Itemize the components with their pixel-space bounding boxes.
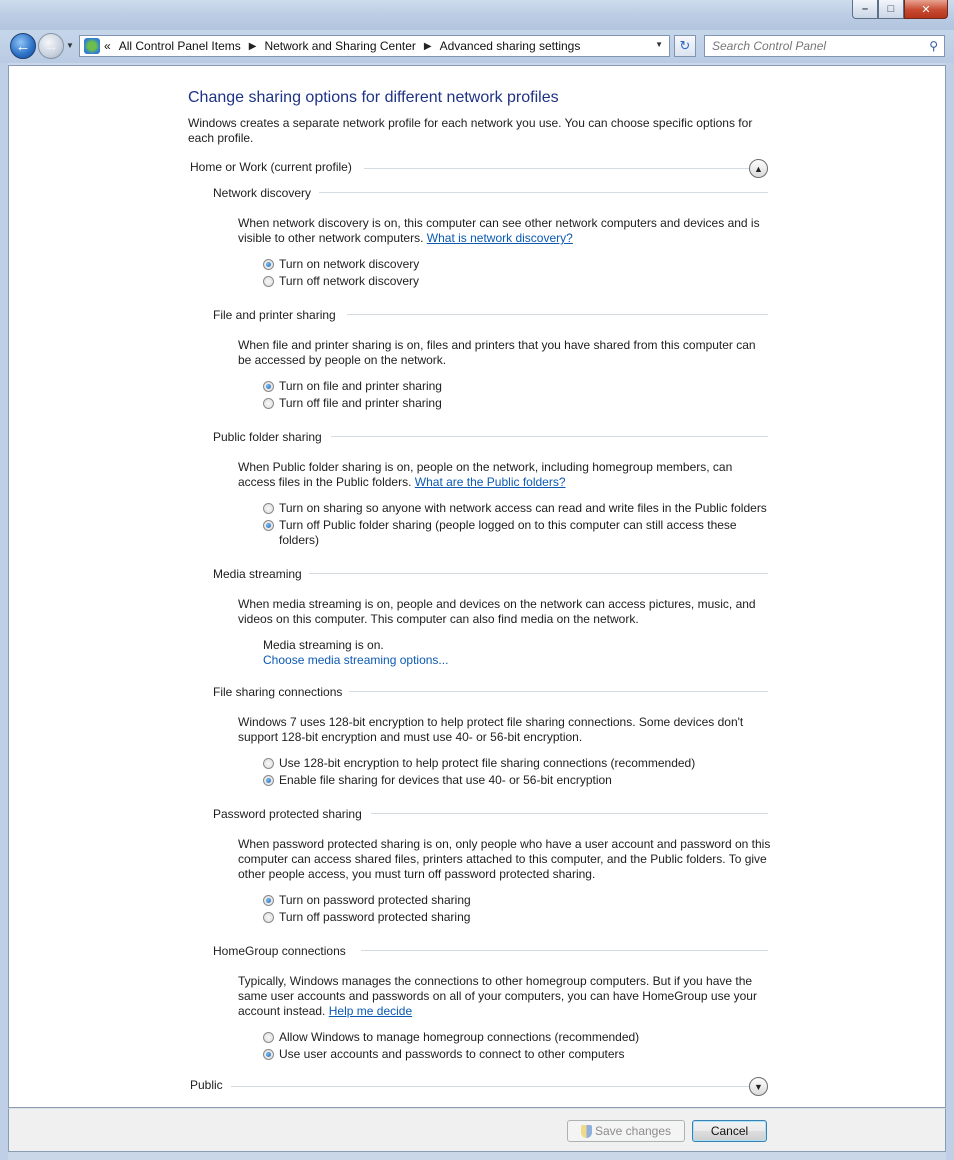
button-bar: [8, 1108, 946, 1152]
public-folder-desc-line1: When Public folder sharing is on, people on the network, including homegroup members, can: [238, 460, 733, 474]
close-button[interactable]: [904, 0, 948, 19]
profile-divider: [364, 168, 749, 169]
label-turn-off-network-discovery[interactable]: Turn off network discovery: [279, 274, 420, 288]
profile-home-work-header[interactable]: Home or Work (current profile): [190, 160, 352, 174]
homegroup-desc-line1: Typically, Windows manages the connections to other homegroup computers. But if you have the: [238, 974, 753, 988]
label-enable-40-56-bit[interactable]: Enable file sharing for devices that use 40- or 56-bit encryption: [279, 773, 612, 787]
homegroup-desc-line3: account instead. Help me decide: [238, 1004, 413, 1018]
radio-turn-on-file-printer-sharing[interactable]: [263, 381, 274, 392]
radio-turn-off-file-printer-sharing[interactable]: [263, 398, 274, 409]
section-title-network-discovery: Network discovery: [213, 186, 312, 200]
section-divider: [361, 950, 768, 951]
section-divider: [349, 691, 768, 692]
section-divider: [309, 573, 768, 574]
profile-public-header[interactable]: Public: [190, 1078, 223, 1092]
media-desc-line1: When media streaming is on, people and devices on the network can access pictures, music, and: [238, 597, 756, 611]
file-printer-desc-line2: be accessed by people on the network.: [238, 353, 447, 367]
choose-media-streaming-options-link[interactable]: Choose media streaming options...: [263, 653, 449, 667]
section-divider: [371, 813, 768, 814]
refresh-button[interactable]: [674, 35, 696, 57]
cancel-button[interactable]: [692, 1120, 767, 1142]
section-divider: [319, 192, 768, 193]
minimize-icon: –: [861, 3, 869, 15]
refresh-icon: ↻: [679, 38, 691, 53]
public-folder-desc-line2: access files in the Public folders. What are the Public folders?: [238, 475, 566, 489]
label-use-user-accounts[interactable]: Use user accounts and passwords to connect to other computers: [279, 1047, 625, 1061]
breadcrumb-separator-icon[interactable]: ▶: [248, 40, 257, 52]
intro-text-line2: each profile.: [188, 131, 254, 145]
section-divider: [331, 436, 768, 437]
maximize-icon: □: [887, 3, 895, 15]
section-title-password-protected-sharing: Password protected sharing: [213, 807, 362, 821]
label-turn-off-public-sharing-line1[interactable]: Turn off Public folder sharing (people logged on to this computer can still access these: [279, 518, 737, 532]
radio-use-user-accounts[interactable]: [263, 1049, 274, 1060]
media-desc-line2: videos on this computer. This computer can also find media on the network.: [238, 612, 639, 626]
search-icon[interactable]: ⚲: [929, 39, 938, 53]
section-title-file-printer-sharing: File and printer sharing: [213, 308, 336, 322]
label-turn-on-public-sharing[interactable]: Turn on sharing so anyone with network access can read and write files in the Public folders: [279, 501, 767, 515]
password-desc-line1: When password protected sharing is on, only people who have a user account and password on this: [238, 837, 771, 851]
maximize-button[interactable]: [878, 0, 904, 19]
window-controls: [852, 0, 948, 19]
forward-arrow-icon: →: [43, 37, 59, 55]
what-are-public-folders-link[interactable]: What are the Public folders?: [414, 475, 566, 489]
radio-turn-on-public-sharing[interactable]: [263, 503, 274, 514]
title-bar: [0, 0, 954, 30]
network-discovery-desc-line2: visible to other network computers. What is network discovery?: [238, 231, 573, 245]
breadcrumb-separator-icon[interactable]: ▶: [423, 40, 432, 52]
breadcrumb-network-sharing-center[interactable]: Network and Sharing Center: [264, 39, 416, 53]
chevron-up-icon: ▲: [754, 163, 763, 174]
search-input[interactable]: [704, 35, 945, 57]
section-title-homegroup-connections: HomeGroup connections: [213, 944, 346, 958]
radio-turn-off-network-discovery[interactable]: [263, 276, 274, 287]
network-discovery-desc-line1: When network discovery is on, this computer can see other network computers and devices and is: [238, 216, 760, 230]
main-content: [8, 65, 946, 1108]
window-frame-left: [0, 63, 8, 1160]
back-arrow-icon: ←: [15, 37, 31, 55]
breadcrumb-advanced-sharing[interactable]: Advanced sharing settings: [439, 39, 581, 53]
section-title-public-folder-sharing: Public folder sharing: [213, 430, 322, 444]
search-placeholder: Search Control Panel: [712, 39, 827, 53]
homegroup-desc-line2: same user accounts and passwords on all of your computers, you can have HomeGroup use your: [238, 989, 757, 1003]
breadcrumb-all-control-panel-items[interactable]: All Control Panel Items: [118, 39, 241, 53]
label-turn-off-password-sharing[interactable]: Turn off password protected sharing: [279, 910, 471, 924]
radio-turn-on-password-sharing[interactable]: [263, 895, 274, 906]
label-turn-on-network-discovery[interactable]: Turn on network discovery: [279, 257, 420, 271]
intro-text-line1: Windows creates a separate network profile for each network you use. You can choose specific options for: [188, 116, 753, 130]
radio-turn-on-network-discovery[interactable]: [263, 259, 274, 270]
radio-allow-windows-manage-homegroup[interactable]: [263, 1032, 274, 1043]
radio-enable-40-56-bit[interactable]: [263, 775, 274, 786]
cancel-label: Cancel: [710, 1124, 749, 1138]
password-desc-line2: computer can access shared files, printers attached to this computer, and the Public folders. To give: [238, 852, 767, 866]
uac-shield-icon: [581, 1125, 592, 1138]
label-turn-off-file-printer-sharing[interactable]: Turn off file and printer sharing: [279, 396, 442, 410]
navigation-bar: [0, 30, 954, 63]
page-title: Change sharing options for different network profiles: [188, 89, 559, 106]
recent-pages-dropdown[interactable]: ▼: [66, 41, 74, 50]
section-title-file-sharing-connections: File sharing connections: [213, 685, 343, 699]
radio-turn-off-public-sharing[interactable]: [263, 520, 274, 531]
collapse-home-work-button[interactable]: [749, 159, 768, 178]
forward-button[interactable]: [38, 33, 64, 59]
what-is-network-discovery-link[interactable]: What is network discovery?: [426, 231, 573, 245]
section-divider: [347, 314, 768, 315]
save-changes-button[interactable]: [567, 1120, 685, 1142]
expand-public-button[interactable]: [749, 1077, 768, 1096]
label-turn-off-public-sharing-line2[interactable]: folders): [279, 533, 320, 547]
minimize-button[interactable]: [852, 0, 878, 19]
address-dropdown-icon[interactable]: ▼: [655, 40, 663, 49]
radio-use-128-bit[interactable]: [263, 758, 274, 769]
back-button[interactable]: [10, 33, 36, 59]
chevron-down-icon: ▼: [754, 1081, 763, 1092]
label-use-128-bit[interactable]: Use 128-bit encryption to help protect file sharing connections (recommended): [279, 756, 696, 770]
help-me-decide-link[interactable]: Help me decide: [328, 1004, 413, 1018]
password-desc-line3: other people access, you must turn off password protected sharing.: [238, 867, 596, 881]
label-allow-windows-manage-homegroup[interactable]: Allow Windows to manage homegroup connections (recommended): [279, 1030, 640, 1044]
section-title-media-streaming: Media streaming: [213, 567, 302, 581]
label-turn-on-password-sharing[interactable]: Turn on password protected sharing: [279, 893, 471, 907]
control-panel-icon: [84, 38, 100, 54]
label-turn-on-file-printer-sharing[interactable]: Turn on file and printer sharing: [279, 379, 442, 393]
radio-turn-off-password-sharing[interactable]: [263, 912, 274, 923]
profile-divider: [231, 1086, 749, 1087]
file-printer-desc-line1: When file and printer sharing is on, files and printers that you have shared from this computer can: [238, 338, 756, 352]
file-sharing-conn-desc-line2: support 128-bit encryption and must use 40- or 56-bit encryption.: [238, 730, 583, 744]
file-sharing-conn-desc-line1: Windows 7 uses 128-bit encryption to help protect file sharing connections. Some devices don't: [238, 715, 744, 729]
address-bar[interactable]: [79, 35, 670, 57]
window-frame-right: [946, 63, 954, 1160]
close-icon: ✕: [921, 3, 931, 16]
address-overflow-chevron[interactable]: «: [104, 39, 111, 53]
save-changes-label: Save changes: [594, 1124, 672, 1138]
media-streaming-status: Media streaming is on.: [263, 638, 384, 652]
